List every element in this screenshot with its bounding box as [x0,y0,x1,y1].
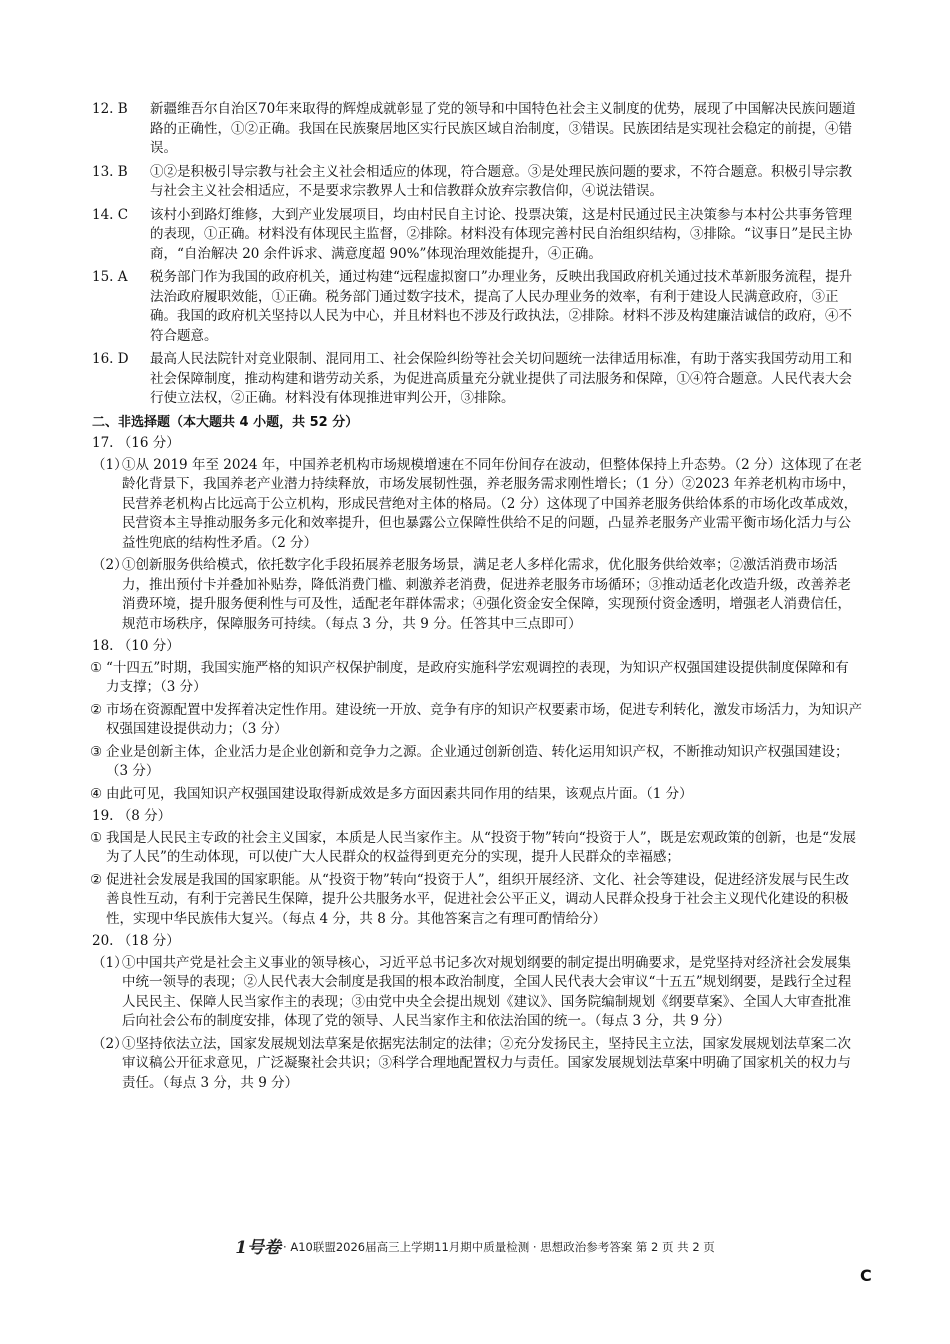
answer-page [92,100,862,1096]
question-number: 14. C [92,206,129,223]
part-text: ①中国共产党是社会主义事业的领导核心，习近平总书记多次对规划纲要的制定提出明确要求，是党坚持对经济社会发展集中统一领导的表现；②人民代表大会制度是我国的根本政治制度，全国人民代表大会审议“十五五”规划纲要，是践行全过程人民民主、保障人民当家作主的表现；③由党中央全会提出规划《建议》、国务院编制规划《纲要草案》、全国人大审查批准后向社会公布的制度安排，体现了党的领导、人民当家作主和依法治国的统一。（每点 3 分，共 9 分） [122,954,852,1029]
point-number: ③ [90,743,103,760]
page-footer [0,1233,950,1258]
part-text: ①创新服务供给模式，依托数字化手段拓展养老服务场景，满足老人多样化需求，优化服务供给效率；②激活消费市场活力，推出预付卡并叠加补贴券，降低消费门槛、刺激养老消费，促进养老服务市场循环；③推动适老化改造升级，改善养老消费环境，提升服务便利性与可及性，适配老年群体需求；④强化资金安全保障，实现预付资金透明，增强老人消费信任，规范市场秩序，保障服务可持续。（每点 3 分，共 9 分。任答其中三点即可） [122,557,851,632]
part-number: （2） [92,557,128,573]
footer-text: · A10联盟2026届高三上学期11月期中质量检测 · 思想政治参考答案 第 2 页 共 2 页 [283,1240,715,1254]
answer-explanation: 新疆维吾尔自治区70年来取得的辉煌成就彰显了党的领导和中国特色社会主义制度的优势，展现了中国解决民族问题道路的正确性，①②正确。我国在民族聚居地区实行民族区域自治制度，③错误。民族团结是实现社会稳定的前提，④错误。 [150,101,856,156]
answer-explanation: ①②是积极引导宗教与社会主义社会相适应的体现，符合题意。③是处理民族问题的要求，不符合题意。积极引导宗教与社会主义社会相适应，不是要求宗教界人士和信教群众放弃宗教信仰，④说法错误。 [150,163,852,199]
part-text: ①坚持依法立法，国家发展规划法草案是依据宪法制定的法律；②充分发扬民主，坚持民主立法，国家发展规划法草案二次审议稿公开征求意见，广泛凝聚社会共识；③科学合理地配置权力与责任。国家发展规划法草案中明确了国家机关的权力与责任。（每点 3 分，共 9 分） [122,1035,851,1091]
point-text: “十四五”时期，我国实施严格的知识产权保护制度，是政府实施科学宏观调控的表现，为知识产权强国建设提供制度保障和有力支撑；（3 分） [106,659,849,695]
question-number: 16. D [92,351,129,367]
question-number: 15. A [92,269,128,285]
question-18-head: 18. （10 分） [92,638,180,654]
question-17-part-2 [92,556,862,634]
question-18-point-2 [92,701,862,740]
question-19-head: 19. （8 分） [92,808,172,824]
question-17-part-1 [92,456,862,554]
question-18-point-4 [92,785,862,805]
mc-answer-13 [92,163,862,202]
answer-explanation: 该村小到路灯维修，大到产业发展项目，均由村民自主讨论、投票决策，这是村民通过民主决策参与本村公共事务管理的表现，①正确。材料没有体现民主监督，②排除。材料没有体现完善村民自治组织结构，③排除。“议事日”是民主协商，“自治解决 20 余件诉求、满意度超 90%”体现治理效能提升，④正确。 [150,206,853,262]
question-number: 12. B [92,101,128,117]
point-number: ① [90,659,103,676]
question-18-point-1 [92,659,862,698]
point-text: 促进社会发展是我国的国家职能。从“投资于物”转向“投资于人”，组织开展经济、文化、社会等建设，促进经济发展与民生改善良性互动，有利于完善民生保障，提升公共服务水平，促进社会公平正义，调动人民群众投身于社会主义现代化建设的积极性，实现中华民族伟大复兴。（每点 4 分，共 8 分。其他答案言之有理可酌情给分） [106,871,850,927]
mc-answer-12 [92,100,862,159]
answer-explanation: 最高人民法院针对竞业限制、混同用工、社会保险纠纷等社会关切问题统一法律适用标准，有助于落实我国劳动用工和社会保障制度，推动构建和谐劳动关系，为促进高质量充分就业提供了司法服务和保障，①④符合题意。人民代表大会行使立法权，②正确。材料没有体现推进审判公开，③排除。 [150,351,852,406]
part-text: ①从 2019 年至 2024 年，中国养老机构市场规模增速在不同年份间存在波动，但整体保持上升态势。（2 分）这体现了在老龄化背景下，我国养老产业潜力持续释放，市场发展韧性强，养老服务需求刚性增长；（1 分）②2023 年养老机构市场中，民营养老机构占比远高于公立机构，形成民营绝对主体的格局。（2 分）这体现了中国养老服务供给体系的市场化改革成效，民营资本主导推动服务多元化和效率提升，但也暴露公立保障性供给不足的问题，凸显养老服务产业需平衡市场化活力与公益性兜底的结构性矛盾。（2 分） [122,456,863,551]
mc-answer-16 [92,350,862,409]
question-20-part-2 [92,1035,862,1094]
point-text: 由此可见，我国知识产权强国建设取得新成效是多方面因素共同作用的结果，该观点片面。（1 分） [106,785,693,802]
point-text: 市场在资源配置中发挥着决定性作用。建设统一开放、竞争有序的知识产权要素市场，促进专利转化，激发市场活力，为知识产权强国建设提供动力；（3 分） [106,701,862,737]
point-number: ② [90,871,103,888]
point-number: ① [90,829,103,846]
point-text: 我国是人民民主专政的社会主义国家，本质是人民当家作主。从“投资于物”转向“投资于人”，既是宏观政策的创新，也是“发展为了人民”的生动体现，可以使广大人民群众的权益得到更充分的实现，提升人民群众的幸福感； [106,829,857,865]
question-18-point-3 [92,743,862,782]
point-number: ② [90,701,103,718]
question-20-part-1 [92,954,862,1032]
point-text: 企业是创新主体，企业活力是企业创新和竞争力之源。企业通过创新创造、转化运用知识产权，不断推动知识产权强国建设；（3 分） [106,743,849,779]
question-17-head: 17. （16 分） [92,435,180,451]
mc-answer-14 [92,206,862,265]
version-letter: C [860,1266,872,1285]
answer-explanation: 税务部门作为我国的政府机关，通过构建“远程虚拟窗口”办理业务，反映出我国政府机关通过技术革新服务流程，提升法治政府履职效能，①正确。税务部门通过数字技术，提高了人民办理业务的效率，有利于建设人民满意政府，③正确。我国的政府机关坚持以人民为中心，并且材料也不涉及行政执法，②排除。材料不涉及构建廉洁诚信的政府，④不符合题意。 [150,269,853,344]
question-20-head: 20. （18 分） [92,933,180,949]
section-title: 二、非选择题（本大题共 4 小题，共 52 分） [92,414,359,430]
question-19-point-2 [92,871,862,930]
mc-answer-15 [92,268,862,346]
publisher-logo: 1号卷 [235,1238,282,1258]
part-number: （1） [92,954,128,971]
point-number: ④ [90,785,103,802]
part-number: （1） [92,456,128,473]
question-number: 13. B [92,163,128,180]
part-number: （2） [92,1035,128,1052]
question-19-point-1 [92,829,862,868]
